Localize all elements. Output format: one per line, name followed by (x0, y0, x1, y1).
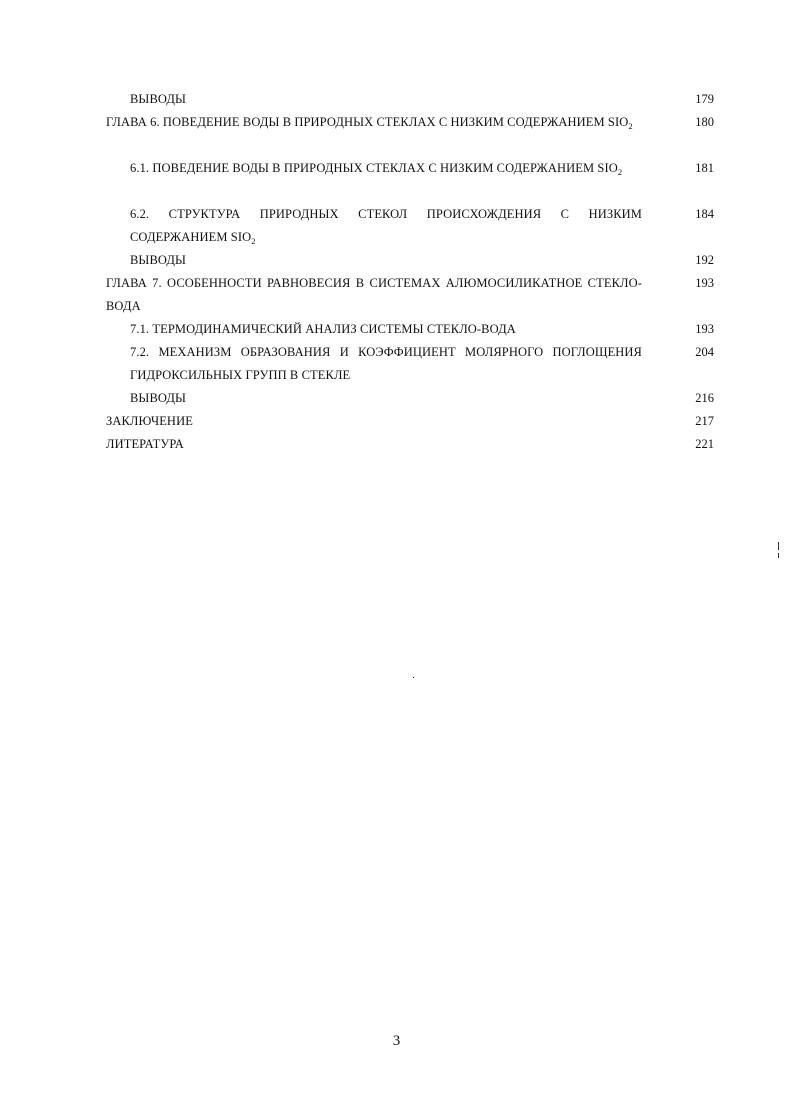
toc-entry-title: ВЫВОДЫ (130, 92, 187, 106)
toc-entry-page: 180 (695, 115, 714, 129)
toc-entry-title: ГЛАВА 7. ОСОБЕННОСТИ РАВНОВЕСИЯ В СИСТЕМАХ АЛЮМОСИЛИКАТНОЕ СТЕКЛО-ВОДА (106, 276, 642, 313)
toc-entry-page: 216 (695, 391, 714, 405)
toc-entry-page: 181 (695, 161, 714, 175)
scan-dot (413, 677, 414, 678)
page-number: 3 (392, 1033, 401, 1049)
toc-entry-page: 184 (695, 207, 714, 221)
scan-mark (778, 542, 779, 550)
toc-entry-page: 193 (695, 276, 714, 290)
toc-entry-page: 221 (695, 437, 714, 451)
toc-entry-title: ЗАКЛЮЧЕНИЕ (106, 414, 193, 428)
toc-entry-page: 217 (695, 414, 714, 428)
toc-entry-title: 6.1. ПОВЕДЕНИЕ ВОДЫ В ПРИРОДНЫХ СТЕКЛАХ С НИЗКИМ СОДЕРЖАНИЕМ $SIO_2$ (130, 161, 623, 177)
scan-mark (778, 553, 779, 558)
toc-entry-title: ВЫВОДЫ (130, 253, 187, 267)
toc-entry-title: ВЫВОДЫ (130, 391, 187, 405)
toc-entry-title: 7.2. МЕХАНИЗМ ОБРАЗОВАНИЯ И КОЭФФИЦИЕНТ МОЛЯРНОГО ПОГЛОЩЕНИЯ ГИДРОКСИЛЬНЫХ ГРУПП В СТЕКЛЕ (130, 345, 642, 382)
toc-entry-page: 192 (695, 253, 714, 267)
toc-entry-page: 179 (695, 92, 714, 106)
toc-entry-title: ГЛАВА 6. ПОВЕДЕНИЕ ВОДЫ В ПРИРОДНЫХ СТЕКЛАХ С НИЗКИМ СОДЕРЖАНИЕМ $SIO_2$ (106, 115, 633, 131)
toc-entry-title: ЛИТЕРАТУРА (106, 437, 184, 451)
toc-entry-title: 6.2. СТРУКТУРА ПРИРОДНЫХ СТЕКОЛ ПРОИСХОЖДЕНИЯ С НИЗКИМ СОДЕРЖАНИЕМ $SIO_2$ (130, 207, 642, 246)
toc-entry-title: 7.1. ТЕРМОДИНАМИЧЕСКИЙ АНАЛИЗ СИСТЕМЫ СТЕКЛО-ВОДА (130, 322, 516, 336)
toc-entry-page: 193 (695, 322, 714, 336)
toc-entry-page: 204 (695, 345, 714, 359)
